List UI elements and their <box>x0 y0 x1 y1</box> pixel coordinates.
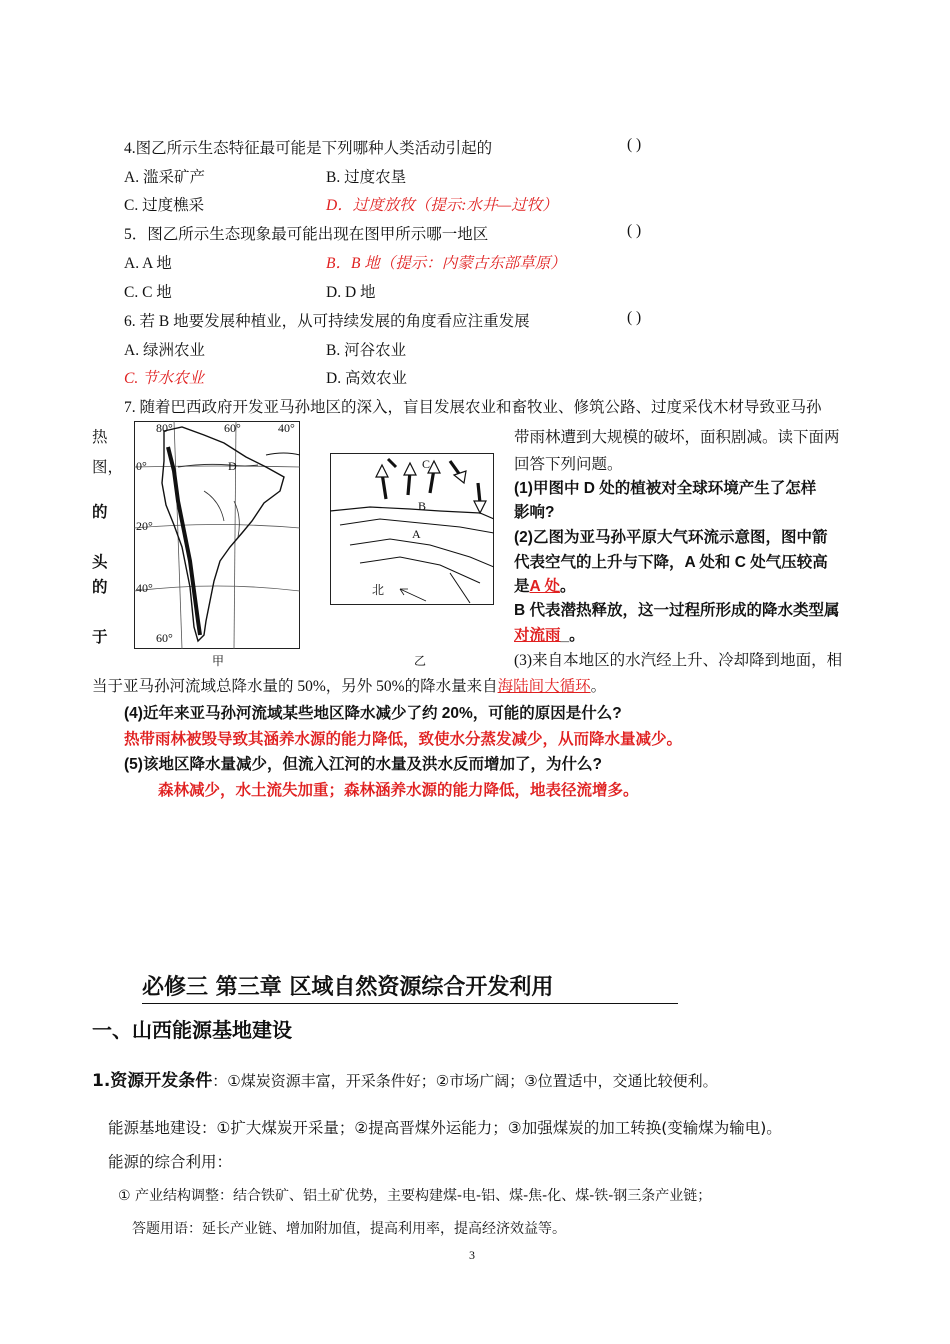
q7-sub5-answer: 森林减少，水土流失加重；森林涵养水源的能力降低，地表径流增多。 <box>158 782 639 799</box>
q5-answer-paren: ( ) <box>627 222 642 239</box>
q7-wrap-char: 的 <box>92 504 108 521</box>
q6-stem: 6. 若 B 地要发展种植业，从可持续发展的角度看应注重发展 <box>124 313 530 330</box>
map-yi <box>330 453 494 605</box>
q4-option-d-answer: D．过度放牧（提示:水井—过牧） <box>326 197 558 214</box>
q4-option-c: C. 过度樵采 <box>124 197 205 214</box>
resource-conditions-text: ：①煤炭资源丰富，开采条件好；②市场广阔；③位置适中，交通比较便利。 <box>212 1072 718 1090</box>
q5-stem: 5．图乙所示生态现象最可能出现在图甲所示哪一地区 <box>124 226 489 243</box>
q7-sub4-question: (4)近年来亚马孙河流域某些地区降水减少了约 20%，可能的原因是什么? <box>124 705 622 722</box>
map-yi-label-b: B <box>418 499 427 513</box>
map-jia-caption: 甲 <box>212 654 225 668</box>
q7-sub2-line1: (2)乙图为亚马孙平原大气环流示意图，图中箭 <box>514 529 828 546</box>
q5-option-a: A. A 地 <box>124 255 172 272</box>
map-jia-label: 40° <box>136 581 153 595</box>
q7-sub2-line5 <box>514 623 585 645</box>
q6-option-d: D. 高效农业 <box>326 370 407 387</box>
answer-phrasing: 答题用语：延长产业链、增加附加值，提高利用率，提高经济效益等。 <box>132 1221 566 1237</box>
map-jia-label: 80° <box>156 421 173 435</box>
q5-option-d: D. D 地 <box>326 284 376 301</box>
map-jia-label: 60° <box>224 421 241 435</box>
q6-option-c-answer: C. 节水农业 <box>124 370 205 387</box>
q7-right-line2: 回答下列问题。 <box>514 456 623 473</box>
q7-sub2-answer-rain: 对流雨 <box>514 627 561 644</box>
energy-comprehensive-use: 能源的综合利用： <box>108 1153 233 1171</box>
q7-wrap-char: 热 <box>92 429 108 446</box>
q7-wrap-char: 于 <box>92 629 108 646</box>
map-yi-label-c: C <box>422 457 431 471</box>
map-yi-label-a: A <box>412 527 421 541</box>
q7-sub1-line1: (1)甲图中 D 处的植被对全球环境产生了怎样 <box>514 480 817 497</box>
q6-option-a: A. 绿洲农业 <box>124 342 205 359</box>
south-america-map <box>134 421 300 649</box>
q6-answer-paren: ( ) <box>627 309 642 326</box>
map-jia-label: 0° <box>136 459 147 473</box>
page-number: 3 <box>469 1248 475 1262</box>
q7-sub5-question: (5)该地区降水量减少，但流入江河的水量及洪水反而增加了，为什么? <box>124 756 602 773</box>
q6-option-b: B. 河谷农业 <box>326 342 407 359</box>
q7-sub4-answer: 热带雨林被毁导致其涵养水源的能力降低，致使水分蒸发减少，从而降水量减少。 <box>124 731 683 748</box>
section-subtitle: 一、山西能源基地建设 <box>92 1018 292 1042</box>
q7-intro: 7. 随着巴西政府开发亚马孙地区的深入，盲目发展农业和畜牧业、修筑公路、过度采伐木材导致亚马孙 <box>124 399 822 416</box>
industry-structure-adjustment: ① 产业结构调整：结合铁矿、铝土矿优势，主要构建煤-电-铝、煤-焦-化、煤-铁-钢三条产业链； <box>118 1188 712 1204</box>
map-jia-label: 40° <box>278 421 295 435</box>
map-jia-label: 20° <box>136 519 153 533</box>
q7-wrap-char: 头 <box>92 554 108 571</box>
q7-sub2-answer-pressure: A 处 <box>529 578 560 595</box>
q7-right-line1: 带雨林遭到大规模的破坏，面积剧减。读下面两 <box>514 429 840 446</box>
q7-sub2-line3-prefix: 是 <box>514 578 530 595</box>
q7-sub3-line1: (3)来自本地区的水汽经上升、冷却降到地面，相 <box>514 652 843 669</box>
map-yi-caption: 乙 <box>414 654 427 668</box>
q4-stem: 4.图乙所示生态特征最可能是下列哪种人类活动引起的 <box>124 140 493 157</box>
q7-sub2-line2: 代表空气的上升与下降，A 处和 C 处气压较高 <box>514 554 828 571</box>
q7-wrap-char: 的 <box>92 579 108 596</box>
q7-wrap-char: 图， <box>92 459 124 476</box>
q7-sub3-line2 <box>92 674 606 696</box>
q5-option-b-answer: B．B 地（提示：内蒙古东部草原） <box>326 255 566 272</box>
q5-option-c: C. C 地 <box>124 284 172 301</box>
map-jia <box>134 421 300 649</box>
energy-base-construction: 能源基地建设：①扩大煤炭开采量；②提高晋煤外运能力；③加强煤炭的加工转换(变输煤为输电)。 <box>108 1119 782 1137</box>
q7-sub2-line3-suffix: 。 <box>559 578 576 595</box>
q7-sub2-line4: B 代表潜热释放，这一过程所形成的降水类型属 <box>514 602 840 619</box>
q7-sub1-line2: 影响? <box>514 504 555 521</box>
section-title: 必修三 第三章 区域自然资源综合开发利用 <box>142 970 678 1004</box>
q4-answer-paren: ( ) <box>627 136 642 153</box>
q7-sub3-answer: 海陆间大循环 <box>497 678 591 695</box>
map-yi-label-north: 北 <box>372 583 385 597</box>
resource-conditions <box>92 1066 718 1091</box>
q4-option-a: A. 滥采矿产 <box>124 169 205 186</box>
map-jia-label-d: D <box>228 459 237 473</box>
map-jia-label: 60° <box>156 631 173 645</box>
q4-option-b: B. 过度农垦 <box>326 169 407 186</box>
q7-sub3-line2-prefix: 当于亚马孙河流域总降水量的 50%，另外 50%的降水量来自 <box>92 678 498 695</box>
q7-sub2-line5-suffix: _。 <box>560 627 585 644</box>
resource-conditions-label: 1.资源开发条件 <box>92 1071 213 1091</box>
q7-sub2-line3 <box>514 574 575 596</box>
q7-sub3-line2-suffix: 。 <box>590 678 607 695</box>
